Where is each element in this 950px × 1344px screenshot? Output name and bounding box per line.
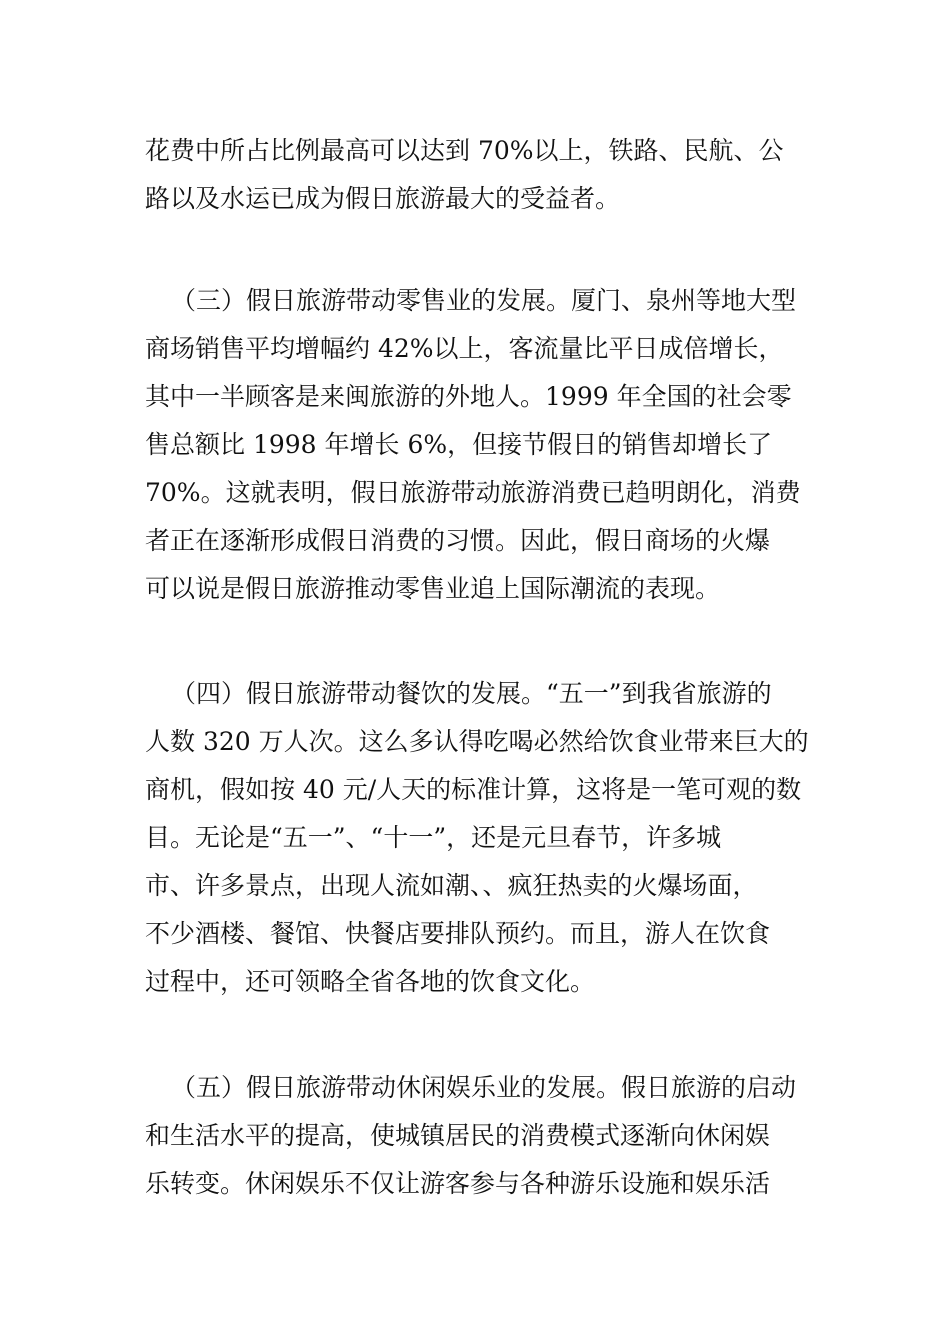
paragraph-transport bbox=[145, 127, 784, 223]
text-line: 和生活水平的提高，使城镇居民的消费模式逐渐向休闲娱 bbox=[145, 1121, 771, 1150]
text-line: 商机，假如按 40 元/人天的标准计算，这将是一笔可观的数 bbox=[145, 775, 802, 804]
text-line: 人数 320 万人次。这么多认得吃喝必然给饮食业带来巨大的 bbox=[145, 727, 809, 756]
text-line: 路以及水运已成为假日旅游最大的受益者。 bbox=[145, 184, 621, 213]
text-line: 其中一半顾客是来闽旅游的外地人。1999 年全国的社会零 bbox=[145, 382, 792, 411]
text-line: 过程中，还可领略全省各地的饮食文化。 bbox=[145, 967, 596, 996]
text-line: （四）假日旅游带动餐饮的发展。“五一”到我省旅游的 bbox=[171, 679, 772, 708]
text-line: 市、许多景点，出现人流如潮、、疯狂热卖的火爆场面， bbox=[145, 871, 758, 900]
text-line: 乐转变。休闲娱乐不仅让游客参与各种游乐设施和娱乐活 bbox=[145, 1169, 771, 1198]
paragraph-retail bbox=[145, 277, 801, 613]
text-line: 售总额比 1998 年增长 6%，但接节假日的销售却增长了 bbox=[145, 430, 773, 459]
text-line: 目。无论是“五一”、“十一”，还是元旦春节，许多城 bbox=[145, 823, 722, 852]
text-line: 可以说是假日旅游推动零售业追上国际潮流的表现。 bbox=[145, 574, 721, 603]
text-line: （五）假日旅游带动休闲娱乐业的发展。假日旅游的启动 bbox=[171, 1073, 797, 1102]
paragraph-leisure bbox=[145, 1064, 796, 1208]
text-line: 者正在逐渐形成假日消费的习惯。因此，假日商场的火爆 bbox=[145, 526, 771, 555]
text-line: 商场销售平均增幅约 42%以上，客流量比平日成倍增长， bbox=[145, 334, 784, 363]
text-line: 花费中所占比例最高可以达到 70%以上，铁路、民航、公 bbox=[145, 136, 784, 165]
text-line: 70%。这就表明，假日旅游带动旅游消费已趋明朗化，消费 bbox=[145, 478, 801, 507]
paragraph-catering bbox=[145, 670, 809, 1006]
text-line: 不少酒楼、餐馆、快餐店要排队预约。而且，游人在饮食 bbox=[145, 919, 771, 948]
text-line: （三）假日旅游带动零售业的发展。厦门、泉州等地大型 bbox=[171, 286, 797, 315]
